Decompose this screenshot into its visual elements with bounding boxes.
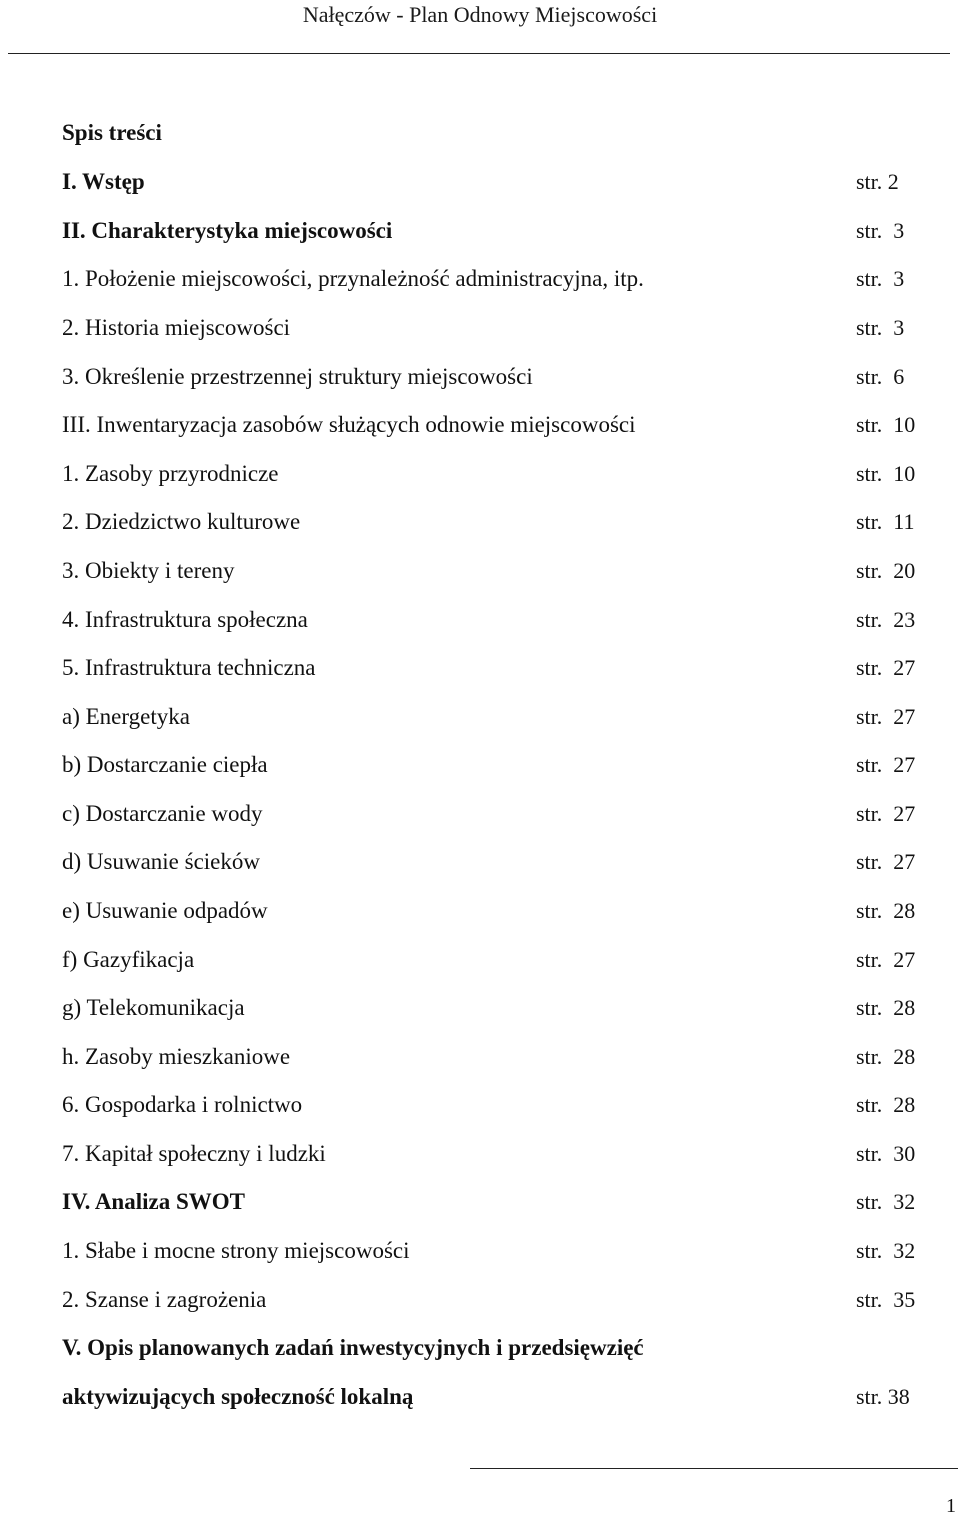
toc-entry-page: str. 27 bbox=[856, 801, 916, 826]
toc-entry bbox=[0, 556, 960, 586]
toc-entry-label: IV. Analiza SWOT bbox=[62, 1189, 245, 1214]
toc-entry-page: str. 28 bbox=[856, 1092, 916, 1117]
toc-entry bbox=[0, 1285, 960, 1315]
toc-entry-label: 4. Infrastruktura społeczna bbox=[62, 607, 308, 632]
toc-entry-label: b) Dostarczanie ciepła bbox=[62, 752, 268, 777]
toc-entry-label: aktywizujących społeczność lokalną bbox=[62, 1384, 414, 1409]
toc-entry bbox=[0, 799, 960, 829]
toc-entry-page: str. 27 bbox=[856, 704, 916, 729]
toc-entry-page: str. 27 bbox=[856, 655, 916, 680]
toc-entry-label: 1. Położenie miejscowości, przynależność administracyjna, itp. bbox=[62, 266, 644, 291]
toc-entry-label: 2. Szanse i zagrożenia bbox=[62, 1287, 267, 1312]
toc-entry-page: str. 32 bbox=[856, 1238, 916, 1263]
toc-entry-label: III. Inwentaryzacja zasobów służących odnowie miejscowości bbox=[62, 412, 636, 437]
toc-entry-label: 2. Historia miejscowości bbox=[62, 315, 291, 340]
toc-entry-label: 5. Infrastruktura techniczna bbox=[62, 655, 316, 680]
toc-entry-page: str. 2 bbox=[856, 169, 899, 194]
toc-entry-label: d) Usuwanie ścieków bbox=[62, 849, 261, 874]
toc-entry bbox=[0, 1382, 960, 1412]
toc-entry-label: g) Telekomunikacja bbox=[62, 995, 245, 1020]
toc-entry-label: II. Charakterystyka miejscowości bbox=[62, 218, 393, 243]
toc-entry-page: str. 27 bbox=[856, 752, 916, 777]
toc-entry bbox=[0, 896, 960, 926]
toc-entry-page: str. 3 bbox=[856, 218, 905, 243]
toc-entry-label: c) Dostarczanie wody bbox=[62, 801, 263, 826]
toc-entry-page: str. 6 bbox=[856, 364, 905, 389]
footer-divider bbox=[470, 1468, 958, 1469]
toc-entry-label: 7. Kapitał społeczny i ludzki bbox=[62, 1141, 326, 1166]
toc-entry bbox=[0, 1042, 960, 1072]
toc-entry-page: str. 35 bbox=[856, 1287, 916, 1312]
toc-entry-page: str. 28 bbox=[856, 898, 916, 923]
toc-entry bbox=[0, 459, 960, 489]
header-divider bbox=[8, 53, 950, 54]
toc-entry bbox=[0, 847, 960, 877]
toc-entry bbox=[0, 945, 960, 975]
toc-entry bbox=[0, 993, 960, 1023]
toc-entry-label: a) Energetyka bbox=[62, 704, 190, 729]
toc-entry-page: str. 23 bbox=[856, 607, 916, 632]
toc-entry-label: 2. Dziedzictwo kulturowe bbox=[62, 509, 301, 534]
toc-entry bbox=[0, 1090, 960, 1120]
toc-entry-label: 1. Zasoby przyrodnicze bbox=[62, 461, 279, 486]
toc-entry bbox=[0, 216, 960, 246]
toc-entry bbox=[0, 653, 960, 683]
toc-entry-page: str. 28 bbox=[856, 995, 916, 1020]
toc-entry bbox=[0, 313, 960, 343]
toc-entry-page: str. 27 bbox=[856, 947, 916, 972]
toc-entry-page: str. 10 bbox=[856, 461, 916, 486]
toc-title: Spis treści bbox=[62, 120, 162, 145]
toc-entry-page: str. 3 bbox=[856, 315, 905, 340]
toc-entry bbox=[0, 264, 960, 294]
toc-entry bbox=[0, 507, 960, 537]
toc-entry bbox=[0, 410, 960, 440]
toc-entry bbox=[0, 605, 960, 635]
toc-entry-page: str. 28 bbox=[856, 1044, 916, 1069]
toc-entry bbox=[0, 362, 960, 392]
toc-entry bbox=[0, 702, 960, 732]
toc-entry-label: f) Gazyfikacja bbox=[62, 947, 195, 972]
toc-entry bbox=[0, 1333, 960, 1363]
toc-entry-label: 1. Słabe i mocne strony miejscowości bbox=[62, 1238, 410, 1263]
toc-entry-label: V. Opis planowanych zadań inwestycyjnych i przedsięwzięć bbox=[62, 1335, 644, 1360]
toc-entry-page: str. 20 bbox=[856, 558, 916, 583]
toc-entry-label: 6. Gospodarka i rolnictwo bbox=[62, 1092, 303, 1117]
toc-entry-label: 3. Obiekty i tereny bbox=[62, 558, 235, 583]
toc-entry-page: str. 30 bbox=[856, 1141, 916, 1166]
toc-entry bbox=[0, 167, 960, 197]
toc-entry-page: str. 38 bbox=[856, 1384, 910, 1409]
toc-entry-page: str. 3 bbox=[856, 266, 905, 291]
page-header: Nałęczów - Plan Odnowy Miejscowości bbox=[302, 2, 658, 27]
toc-entry-page: str. 32 bbox=[856, 1189, 916, 1214]
toc-entry-label: 3. Określenie przestrzennej struktury miejscowości bbox=[62, 364, 533, 389]
toc-entry-page: str. 10 bbox=[856, 412, 916, 437]
toc-entry-label: h. Zasoby mieszkaniowe bbox=[62, 1044, 291, 1069]
toc-entry-page: str. 27 bbox=[856, 849, 916, 874]
page-number: 1 bbox=[946, 1495, 956, 1517]
toc-entry bbox=[0, 1139, 960, 1169]
toc-entry bbox=[0, 1236, 960, 1266]
toc-entry-page: str. 11 bbox=[856, 509, 915, 534]
toc-entry bbox=[0, 1187, 960, 1217]
toc-entry bbox=[0, 750, 960, 780]
toc-entry-label: e) Usuwanie odpadów bbox=[62, 898, 268, 923]
toc-entry-label: I. Wstęp bbox=[62, 169, 145, 194]
